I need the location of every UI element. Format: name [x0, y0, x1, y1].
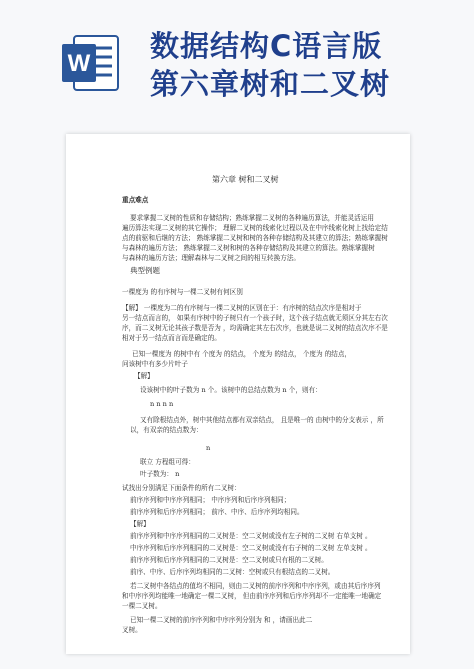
paragraph-line: 【解】: [130, 520, 150, 528]
page-title-line-1: 数据结构C语言版: [150, 29, 383, 63]
paragraph-line: 试找出分别满足下面条件的所有二叉树：: [122, 484, 241, 492]
paragraph-line: 以，有双亲的结点数为：: [130, 426, 203, 434]
paragraph-line: 与森林的遍历方法；理解森林与二叉树之间的相互转换方法。: [122, 254, 301, 262]
paragraph-line: 前序序列和后序序列相同； 前序、中序、后序序列均相同。: [130, 508, 304, 516]
paragraph-line: 另一结点而言的， 如果有序树中的子树只有一个孩子时，这个孩子结点就无须区分其左右次: [122, 314, 388, 322]
paragraph-line: 联立 方程组可得：: [140, 458, 195, 466]
paragraph-line: 叉树。: [122, 626, 142, 634]
equation-line: n n n n: [150, 400, 174, 408]
paragraph-line: 一棵二叉树。: [122, 602, 162, 610]
paragraph-line: 又有除根结点外，树中其他结点都有双亲结点， 且是唯一的 由树中的分支表示 ，所: [140, 416, 384, 424]
paragraph-line: 问该树中有多少片叶子: [122, 360, 188, 368]
page-title-line-2: 第六章树和二叉树: [150, 67, 391, 101]
paragraph-line: 与森林的遍历方法； 熟练掌握二叉树和树的各种存储结构及其建立的算法。熟练掌握树: [122, 244, 375, 252]
header: [0, 0, 474, 112]
equation-line: n: [206, 444, 211, 452]
svg-text:W: W: [67, 50, 91, 77]
paragraph-line: 【解】 一棵度为二的有序树与一棵二叉树的区别在于：有序树的结点次序是相对于: [122, 304, 362, 312]
paragraph-line: 前序序列和中序序列相同； 中序序列和后序序列相同；: [130, 496, 291, 504]
paragraph-line: 要求掌握二叉树的性质和存储结构；熟练掌握二叉树的各种遍历算法，并能灵活运用: [130, 214, 374, 222]
paragraph-line: 已知一棵度为 的树中有 个度为 的结点， 个度为 的结点， 个度为 的结点，: [132, 350, 352, 358]
paragraph-line: 前序、中序、后序序列均相同的二叉树：空树或只有根结点的二叉树。: [130, 568, 335, 576]
chapter-title: 第六章 树和二叉树: [212, 175, 279, 184]
paragraph-line: 前序序列和中序序列相同的二叉树是：空二叉树或没有左子树的二叉树 右单支树 。: [130, 532, 372, 540]
subsection-heading: 典型例题: [130, 266, 160, 275]
paragraph-line: 叶子数为： n: [140, 470, 180, 478]
word-doc-icon: [60, 30, 122, 96]
paragraph-line: 前序序列和后序序列相同的二叉树是：空二叉树或只有根的二叉树。: [130, 556, 328, 564]
paragraph-line: 设该树中的叶子数为 n 个。该树中的总结点数为 n 个，则有：: [140, 386, 322, 394]
paragraph-line: 一棵度为 的有序树与一棵二叉树有何区别: [122, 288, 243, 296]
paragraph-line: 序，而二叉树无论其孩子数是否为 ，均需确定其左右次序，也就是说二叉树的结点次序不是: [122, 324, 388, 332]
section-heading: 重点难点: [122, 196, 149, 204]
paragraph-line: 已知一棵二叉树的前序序列和中序序列分别为 和 ，请画出此二: [130, 616, 313, 624]
paragraph-line: 和中序序列均能唯一地确定一棵二叉树， 但由前序序列和后序序列却不一定能唯一地确定: [122, 592, 382, 600]
paragraph-line: 点的前驱和后继的方法； 熟练掌握二叉树和树的各种存储结构及其建立的算法；熟练掌握树: [122, 234, 388, 242]
paragraph-line: 相对于另一结点而言而是确定的。: [122, 334, 221, 342]
paragraph-line: 遍历算法实现二叉树的其它操作； 理解二叉树的线索化过程以及在中序线索化树上找给定结: [122, 224, 388, 232]
paragraph-line: 【解】: [134, 372, 154, 380]
paragraph-line: 若二叉树中各结点的值均不相同，则由二叉树的前序序列和中序序列，或由其后序序列: [130, 582, 381, 590]
document-page: [66, 134, 410, 654]
paragraph-line: 中序序列和后序序列相同的二叉树是：空二叉树或没有右子树的二叉树 左单支树 。: [130, 544, 372, 552]
